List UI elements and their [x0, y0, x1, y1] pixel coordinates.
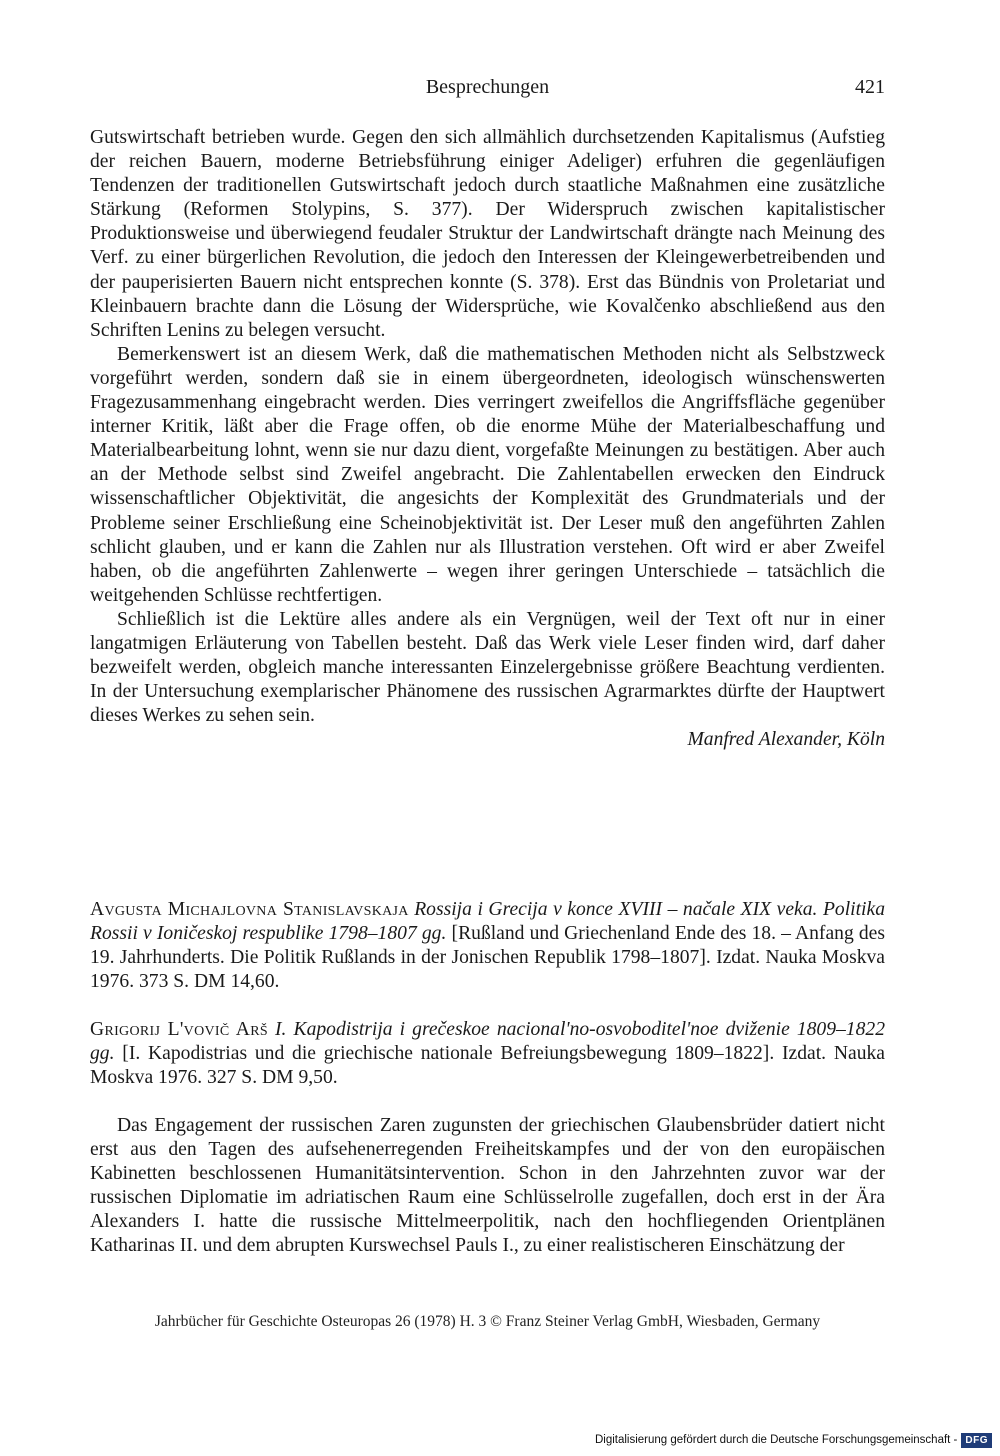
bib-entry — [90, 1018, 885, 1090]
paragraph: Schließlich ist die Lektüre alles andere als ein Vergnügen, weil der Text oft nur in einer langatmigen Erläuterung von Tabellen besteht. Daß das Werk viele Leser finden wird, darf daher bezweifelt werden, obgleich manche interessanten Einzelergebnisse größere Beachtung verdienten. In der Untersuchung exemplarischer Phänomene des russischen Agrarmarktes dürfte der Hauptwert dieses Werkes zu sehen sein. — [90, 608, 885, 727]
bib-author: Avgusta Michajlovna Stanislavskaja — [90, 899, 409, 920]
bib-author: Grigorij L'vovič Arš — [90, 1019, 268, 1040]
bib-details: [Rußland und Griechenland Ende des 18. – Anfang des 19. Jahrhunderts. Die Politik Rußlands in der Jonischen Republik 1798–1807]. Izdat. Nauka Moskva 1976. 373 S. DM 14,60. — [90, 923, 885, 993]
bibliographic-entry — [90, 898, 885, 994]
running-title: Besprechungen — [425, 76, 550, 98]
review-body — [90, 1114, 885, 1259]
paragraph: Das Engagement der russischen Zaren zugunsten der griechischen Glaubensbrüder datiert nicht erst aus den Tagen des aufsehenerregenden Freiheitskampfes und der von den europäischen Kabinetten beschlossenen Humanitätsintervention. Schon in den Jahrzehnten zuvor war der russischen Diplomatie im adriatischen Raum eine Schlüsselrolle zugefallen, doch erst in der Ära Alexanders I. hatte die russische Mittelmeerpolitik, nach den hochfliegenden Orientplänen Katharinas II. und dem abrupten Kurswechsel Pauls I., zu einer realistischeren Einschätzung der — [90, 1115, 885, 1257]
bib-entry — [90, 898, 885, 994]
dfg-logo-icon: DFG — [961, 1433, 992, 1448]
review-continuation — [90, 126, 885, 752]
bib-title: I. Kapodistrija i grečeskoe nacional'no-osvoboditel'noe dviženie 1809–1822 gg. — [90, 1019, 885, 1065]
paragraph: Bemerkenswert ist an diesem Werk, daß die mathematischen Methoden nicht als Selbstzweck vorgeführt werden, sondern daß sie in einem übergeordneten, ideologisch wünschenswerten Fragezusammenhang eingebracht werden. Dies verringert zweifellos die Angriffsfläche gegenüber interner Kritik, läßt aber die Frage offen, ob die enorme Mühe der Materialbeschaffung und Materialbearbeitung lohnt, wenn sie nur dazu dient, vorgefaßte Meinungen zu bestätigen. Aber auch an der Methode selbst sind Zweifel angebracht. Die Zahlentabellen erwecken den Eindruck wissenschaftlicher Objektivität, die angesichts der Komplexität des Grundmaterials und der Probleme seiner Erschließung eine Scheinobjektivität ist. Der Leser muß den angeführten Zahlen schlicht glauben, und er kann die Zahlen nur als Illustration verstehen. Oft wird er aber Zweifel haben, ob die angeführten Zahlenwerte – wegen ihrer geringen Unterschiede – tatsächlich die weitgehenden Schlüsse rechtfertigen. — [90, 343, 885, 606]
bibliographic-entry — [90, 1018, 885, 1090]
bib-details: [I. Kapodistrias und die griechische nationale Befreiungsbewegung 1809–1822]. Izdat. Nauka Moskva 1976. 327 S. DM 9,50. — [90, 1043, 886, 1089]
journal-citation: Jahrbücher für Geschichte Osteuropas 26 (1978) H. 3 © Franz Steiner Verlag GmbH, Wiesbaden, Germany — [154, 1313, 821, 1330]
digitization-note — [595, 1430, 992, 1450]
paragraph: Gutswirtschaft betrieben wurde. Gegen den sich allmählich durchsetzenden Kapitalismus (Aufstieg der reichen Bauern, moderne Betriebsführung einiger Adeliger) erfuhren die gegenläufigen Tendenzen der traditionellen Gutswirtschaft jedoch durch staatliche Maßnahmen eine zusätzliche Stärkung (Reformen Stolypins, S. 377). Der Widerspruch zwischen kapitalistischer Produktionsweise und überwiegend feudaler Struktur der Landwirtschaft drängte nach Meinung des Verf. zu einer bürgerlichen Revolution, die jedoch den Interessen der Kleingewerbetreibenden und der pauperisierten Bauern nicht entsprechen konnte (S. 378). Erst das Bündnis von Proletariat und Kleinbauern brachte dann die Lösung der Widersprüche, wie Kovalčenko abschließend aus den Schriften Lenins zu belegen versucht. — [90, 127, 885, 341]
running-head — [90, 76, 885, 104]
bib-title: Rossija i Grecija v konce XVIII – načale XIX veka. Politika Rossii v Ioničeskoj respublike 1798–1807 gg. — [90, 899, 885, 945]
digitization-text: Digitalisierung gefördert durch die Deutsche Forschungsgemeinschaft - — [594, 1434, 958, 1446]
reviewer-signature: Manfred Alexander, Köln — [687, 729, 885, 751]
page-number: 421 — [855, 76, 885, 98]
